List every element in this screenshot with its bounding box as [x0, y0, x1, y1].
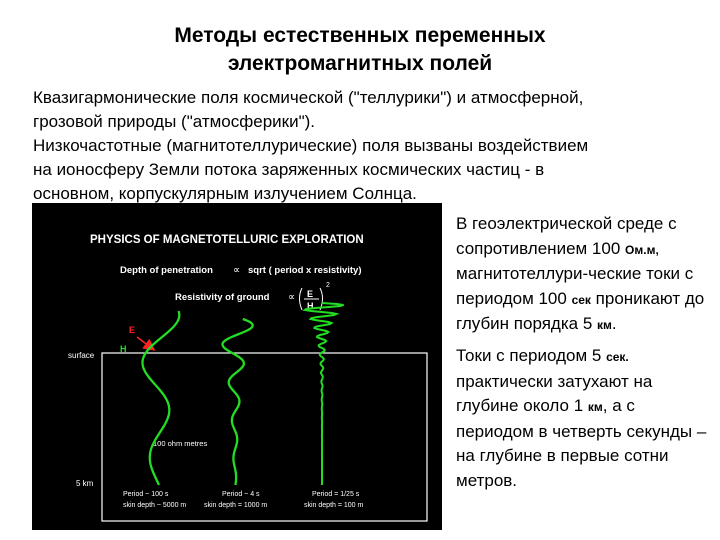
para1-text-b: магнитотеллури-ческие токи с периодом 100 [456, 264, 694, 308]
para2-text-c: , а с периодом в четверть секунды – на глубине в первые сотни метров. [456, 396, 707, 490]
open-paren [300, 288, 303, 310]
depth-5km-label: 5 km [76, 479, 94, 488]
para2-text-b: практически затухают на глубине около 1 [456, 371, 653, 416]
medium-resistivity-label: 100 ohm metres [153, 439, 208, 448]
unit-ohm-m: Ом.м, [625, 242, 659, 257]
wave3-skin-depth: skin depth = 100 m [304, 502, 364, 509]
intro-line-5: основном, корпускулярным излучением Солнца. [33, 184, 417, 203]
depth-proportional-sign: ∝ [233, 265, 241, 276]
intro-text [33, 86, 703, 206]
unit-km: км [587, 400, 603, 415]
paragraph-penetration [456, 212, 712, 338]
title-line-1: Методы естественных переменных [174, 24, 546, 47]
wave-short-period [305, 303, 344, 485]
figure-title: PHYSICS OF MAGNETOTELLURIC EXPLORATION [90, 234, 364, 246]
resistivity-proportional-sign: ∝ [288, 292, 296, 303]
resistivity-label: Resistivity of ground [175, 292, 270, 303]
fraction-denominator: H [307, 301, 314, 311]
h-field-label: H [120, 344, 127, 354]
para1-text-c: проникают до глубин порядка 5 [456, 288, 705, 334]
para1-text-a: В геоэлектрической среде с сопротивлением 100 [456, 214, 677, 258]
slide-title [0, 22, 720, 78]
wave3-period: Period = 1/25 s [312, 491, 360, 498]
intro-line-2: грозовой природы ("атмосферики"). [33, 112, 315, 131]
para2-text-a: Токи с периодом 5 [456, 345, 602, 365]
intro-line-1: Квазигармонические поля космической ("теллурики") и атмосферной, [33, 88, 584, 107]
intro-line-3: Низкочастотные (магнитотеллурические) поля вызваны воздействием [33, 136, 589, 155]
side-text [456, 212, 712, 494]
depth-formula: sqrt ( period x resistivity) [248, 265, 362, 276]
fraction-numerator: E [307, 289, 314, 299]
fraction-exponent: 2 [326, 282, 330, 289]
figure-canvas [32, 203, 442, 530]
depth-label: Depth of penetration [120, 265, 213, 276]
wave-long-period [142, 311, 179, 485]
wave2-period: Period ~ 4 s [222, 491, 260, 498]
surface-label: surface [68, 351, 95, 360]
wave-medium-period [223, 319, 253, 485]
unit-sec: сек [571, 292, 591, 307]
intro-line-4: на ионосферу Земли потока заряженных космических частиц - в [33, 160, 545, 179]
title-line-2: электромагнитных полей [227, 52, 493, 75]
wave1-period: Period ~ 100 s [123, 491, 169, 498]
wave1-skin-depth: skin depth ~ 5000 m [123, 502, 187, 509]
e-field-label: E [129, 325, 136, 335]
wave2-skin-depth: skin depth = 1000 m [204, 502, 268, 509]
mt-exploration-figure [32, 203, 442, 530]
unit-sec: сек. [606, 349, 629, 364]
para1-end: . [611, 314, 617, 334]
unit-km: км [597, 318, 612, 333]
paragraph-attenuation [456, 344, 712, 494]
